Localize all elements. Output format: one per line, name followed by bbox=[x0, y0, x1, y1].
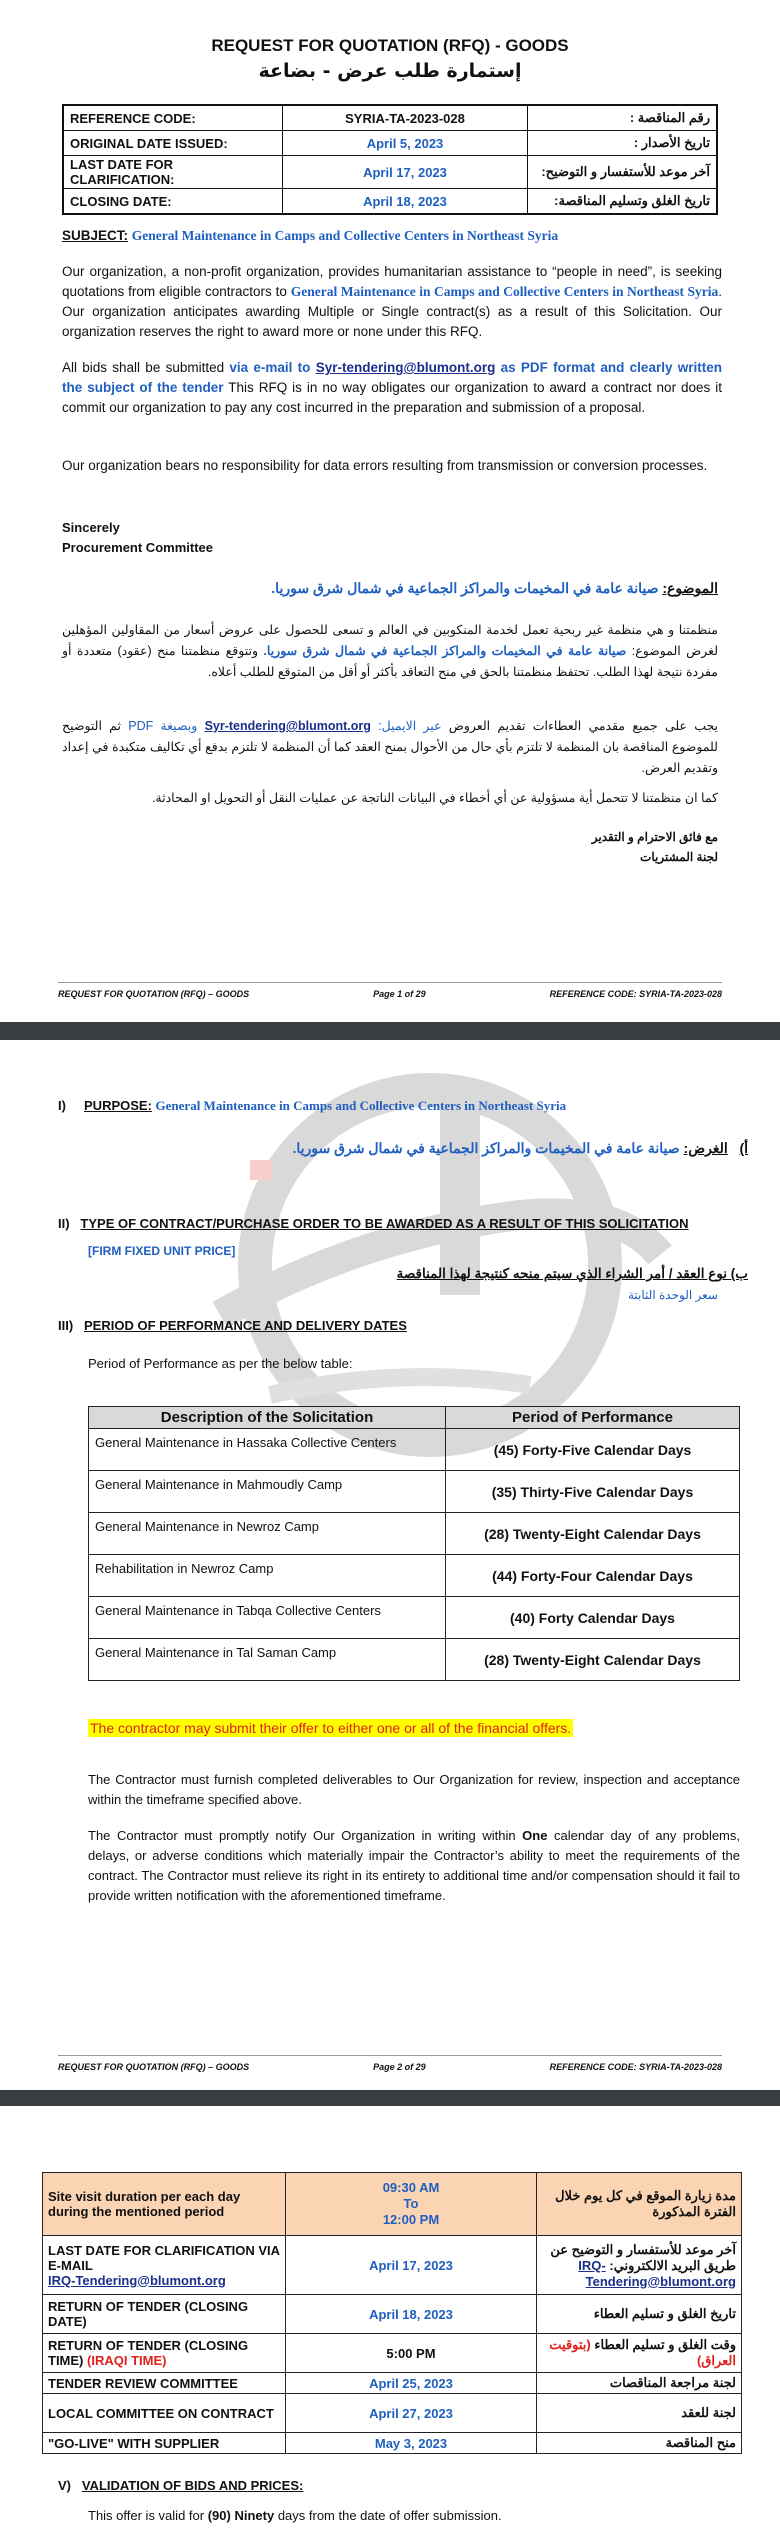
clarification-date: April 17, 2023 bbox=[286, 2236, 537, 2295]
procurement-committee: Procurement Committee bbox=[62, 540, 213, 555]
site-visit-label-ar: مدة زيارة الموقع في كل يوم خلال الفترة المذكورة bbox=[537, 2173, 742, 2236]
row-period: (28) Twenty-Eight Calendar Days bbox=[446, 1639, 740, 1681]
table-row bbox=[89, 1429, 740, 1471]
rfq-info-table bbox=[62, 104, 718, 215]
schedule-row-local-committee bbox=[43, 2394, 742, 2433]
purpose-number: I) bbox=[58, 1098, 66, 1113]
ar-subject-line bbox=[62, 580, 718, 597]
intro-text: Our organization, a non-profit organization, provides humanitarian assistance to “people in need”, is seeking quotations from eligible contractors to bbox=[62, 264, 722, 299]
closing-date-value: April 18, 2023 bbox=[286, 2295, 537, 2334]
submission-paragraph bbox=[62, 358, 722, 418]
table-row bbox=[89, 1597, 740, 1639]
submission-via: via e-mail to bbox=[229, 360, 311, 375]
ar-subject-value: صيانة عامة في المخيمات والمراكز الجماعية في شمال شرق سوريا. bbox=[271, 580, 659, 596]
info-row bbox=[63, 105, 717, 131]
table-row bbox=[89, 1471, 740, 1513]
info-row bbox=[63, 156, 717, 189]
info-row bbox=[63, 131, 717, 156]
notification-tail: calendar day of any problems, delays, or adverse conditions which materially impair the Contractor’s ability to meet the requirements of the contract. The Contractor must relieve its right in its entirety to additional time and/or compensation should it fail to provide written notification with the aforementioned timeframe. bbox=[88, 1828, 740, 1903]
table-row bbox=[89, 1639, 740, 1681]
closing-date-label-ar: تاريخ الغلق و تسليم العطاء bbox=[537, 2295, 742, 2334]
contract-type-line bbox=[58, 1216, 728, 1231]
closing-time-value: 5:00 PM bbox=[286, 2334, 537, 2373]
intro-text-tail: . Our organization anticipates awarding Multiple or Single contract(s) as a result of this Solicitation. Our organization reserves the right to award more or none under this RFQ. bbox=[62, 284, 722, 339]
site-visit-time bbox=[286, 2173, 537, 2236]
table-row bbox=[89, 1555, 740, 1597]
closing-date-label: RETURN OF TENDER (CLOSING DATE) bbox=[43, 2295, 286, 2334]
ar-submission-paragraph bbox=[62, 716, 718, 779]
site-visit-label: Site visit duration per each day during the mentioned period bbox=[43, 2173, 286, 2236]
info-label-ar: تاريخ الغلق وتسليم المناقصة: bbox=[528, 189, 718, 215]
clarification-ar-email-link[interactable]: IRQ-Tendering@blumont.org bbox=[578, 2257, 736, 2289]
highlighted-notice bbox=[88, 1720, 573, 1736]
row-description: General Maintenance in Newroz Camp bbox=[89, 1513, 446, 1555]
ar-submission-via: عبر الايميل: bbox=[378, 719, 442, 733]
info-value: April 5, 2023 bbox=[283, 131, 528, 156]
clarification-label-ar bbox=[537, 2236, 742, 2295]
review-label-ar: لجنة مراجعة المناقصات bbox=[537, 2373, 742, 2394]
go-live-date: May 3, 2023 bbox=[286, 2433, 537, 2454]
deliverables-paragraph: The Contractor must furnish completed deliverables to Our Organization for review, inspection and acceptance within the timeframe specified above. bbox=[88, 1772, 740, 1807]
row-description: General Maintenance in Mahmoudly Camp bbox=[89, 1471, 446, 1513]
submission-obligation: This RFQ is in no way obligates our organization to award a contract nor does it commit our organization to pay any cost incurred in the preparation and submission of a proposal. bbox=[62, 380, 722, 415]
ar-purpose-label: الغرض: bbox=[683, 1140, 728, 1156]
validation-text-start: This offer is valid for bbox=[88, 2508, 205, 2523]
submission-email-link[interactable]: Syr-tendering@blumont.org bbox=[315, 360, 496, 375]
schedule-table bbox=[42, 2172, 742, 2454]
subject-label: SUBJECT: bbox=[62, 228, 129, 243]
row-period: (40) Forty Calendar Days bbox=[446, 1597, 740, 1639]
row-period: (45) Forty-Five Calendar Days bbox=[446, 1429, 740, 1471]
ar-committee: لجنة المشتريات bbox=[640, 850, 718, 864]
ar-contract-type-heading: ب) نوع العقد / أمر الشراء الذي سيتم منحه كنتيجة لهذا المناقصة bbox=[396, 1266, 748, 1281]
info-label: CLOSING DATE: bbox=[63, 189, 283, 215]
ar-submission-text: يجب على جميع مقدمي العطاءات تقديم العروض bbox=[448, 719, 719, 733]
submission-text: All bids shall be submitted bbox=[62, 360, 225, 375]
header-description: Description of the Solicitation bbox=[89, 1407, 446, 1429]
subject-line bbox=[62, 228, 722, 244]
performance-table bbox=[88, 1406, 740, 1681]
row-period: (35) Thirty-Five Calendar Days bbox=[446, 1471, 740, 1513]
clarification-label bbox=[43, 2236, 286, 2295]
period-number: III) bbox=[58, 1318, 74, 1333]
local-committee-date: April 27, 2023 bbox=[286, 2394, 537, 2433]
table-row bbox=[89, 1513, 740, 1555]
review-label: TENDER REVIEW COMMITTEE bbox=[43, 2373, 286, 2394]
row-period: (44) Forty-Four Calendar Days bbox=[446, 1555, 740, 1597]
performance-header-row bbox=[89, 1407, 740, 1429]
footer-reference: REFERENCE CODE: SYRIA-TA-2023-028 bbox=[549, 989, 722, 999]
validation-days: (90) Ninety bbox=[207, 2508, 275, 2523]
ar-purpose-line bbox=[58, 1140, 748, 1157]
ar-contract-type-value: سعر الوحدة الثابتة bbox=[628, 1288, 718, 1302]
site-visit-end: 12:00 PM bbox=[382, 2212, 440, 2227]
intro-paragraph bbox=[62, 262, 722, 342]
validation-heading: VALIDATION OF BIDS AND PRICES: bbox=[81, 2478, 304, 2493]
submission-format: as PDF format and clearly written the subject of the tender bbox=[62, 360, 722, 395]
ar-submission-obligation: ثم التوضيح للموضوع المناقصة بان المنظمة لا تلتزم بأي حال من الأحوال بمنح العقد كما أن المنظمة لا تلتزم بدفع أي تكاليف متكبدة في إعداد وتقديم العرض. bbox=[62, 719, 718, 775]
header-period: Period of Performance bbox=[446, 1407, 740, 1429]
row-description: General Maintenance in Tal Saman Camp bbox=[89, 1639, 446, 1681]
closing-time-label bbox=[43, 2334, 286, 2373]
info-label-ar: آخر موعد للأستفسار و التوضيح: bbox=[528, 156, 718, 189]
validation-heading-line bbox=[58, 2478, 303, 2493]
notification-text: The Contractor must promptly notify Our Organization in writing within bbox=[88, 1828, 516, 1843]
info-value: SYRIA-TA-2023-028 bbox=[283, 105, 528, 131]
footer-page-number: Page 2 of 29 bbox=[373, 2062, 426, 2072]
site-visit-to: To bbox=[403, 2196, 419, 2211]
contract-type-value: [FIRM FIXED UNIT PRICE] bbox=[88, 1244, 236, 1258]
notification-days: One bbox=[522, 1828, 548, 1843]
info-row bbox=[63, 189, 717, 215]
go-live-label-ar: منح المناقصة bbox=[537, 2433, 742, 2454]
ar-responsibility-paragraph: كما ان منظمتنا لا تتحمل أية مسؤولية عن أي أخطاء في البيانات الناتجة عن عمليات النقل أو التحويل او المحادثة. bbox=[151, 791, 718, 805]
period-heading-line bbox=[58, 1318, 728, 1333]
info-value: April 17, 2023 bbox=[283, 156, 528, 189]
document-page-1 bbox=[0, 0, 780, 1022]
validation-number: V) bbox=[58, 2478, 71, 2493]
schedule-row-closing-date bbox=[43, 2295, 742, 2334]
period-heading: PERIOD OF PERFORMANCE AND DELIVERY DATES bbox=[84, 1318, 407, 1333]
info-label: REFERENCE CODE: bbox=[63, 105, 283, 131]
clarification-ar-text: آخر موعد للأستفسار و التوضيح عن طريق البريد الالكتروني: bbox=[550, 2241, 736, 2273]
page-footer bbox=[58, 982, 722, 999]
intro-subject: General Maintenance in Camps and Collective Centers in Northeast Syria bbox=[290, 284, 719, 299]
purpose-value: General Maintenance in Camps and Collective Centers in Northeast Syria bbox=[155, 1098, 567, 1113]
row-description: General Maintenance in Tabqa Collective Centers bbox=[89, 1597, 446, 1639]
schedule-row-site-visit bbox=[43, 2173, 742, 2236]
page-title-en: REQUEST FOR QUOTATION (RFQ) - GOODS bbox=[211, 36, 569, 55]
closing-time-ar-zone: (بتوقيت العراق) bbox=[549, 2337, 736, 2368]
row-description: Rehabilitation in Newroz Camp bbox=[89, 1555, 446, 1597]
ar-intro-tail: وتتوقع منظمتنا منح (عقود) متعددة أو مفردة نتيجة لهذا الطلب. تحتفظ منظمتنا بالحق في منح التعاقد بأكثر أو أقل من المتوقع للطلب أعلاه. bbox=[62, 644, 718, 679]
go-live-label: "GO-LIVE" WITH SUPPLIER bbox=[43, 2433, 286, 2454]
info-value: April 18, 2023 bbox=[283, 189, 528, 215]
closing-time-label-ar bbox=[537, 2334, 742, 2373]
purpose-line bbox=[58, 1098, 728, 1114]
ar-purpose-value: صيانة عامة في المخيمات والمراكز الجماعية في شمال شرق سوريا. bbox=[292, 1140, 680, 1156]
contract-type-heading: TYPE OF CONTRACT/PURCHASE ORDER TO BE AWARDED AS A RESULT OF THIS SOLICITATION bbox=[80, 1216, 689, 1231]
footer-page-number: Page 1 of 29 bbox=[373, 989, 426, 999]
ar-purpose-number: أ) bbox=[739, 1140, 748, 1156]
closing-time-text: RETURN OF TENDER (CLOSING TIME) bbox=[48, 2338, 249, 2368]
responsibility-paragraph: Our organization bears no responsibility for data errors resulting from transmission or conversion processes. bbox=[62, 458, 708, 473]
sincerely: Sincerely bbox=[62, 520, 120, 535]
info-label-ar: تاريخ الأصدار : bbox=[528, 131, 718, 156]
ar-submission-email-link[interactable]: Syr-tendering@blumont.org bbox=[204, 719, 371, 733]
subject-value: General Maintenance in Camps and Collective Centers in Northeast Syria bbox=[131, 228, 559, 243]
page-separator bbox=[0, 2090, 780, 2106]
ar-intro-paragraph bbox=[62, 620, 718, 683]
ar-intro-text: منظمتنا و هي منظمة غير ربحية تعمل لخدمة المنكوبين في العالم و تسعى للحصول على عروض أسعار من المقاولين المؤهلين لغرض الموضوع: bbox=[62, 623, 719, 658]
highlight-text: The contractor may submit their offer to either one or all of the financial offers. bbox=[90, 1720, 572, 1736]
local-committee-label: LOCAL COMMITTEE ON CONTRACT bbox=[43, 2394, 286, 2433]
notification-paragraph bbox=[88, 1826, 740, 1906]
info-label: ORIGINAL DATE ISSUED: bbox=[63, 131, 283, 156]
ar-submission-format: وبصيغة PDF bbox=[128, 719, 198, 733]
info-label-ar: رقم المناقصة : bbox=[528, 105, 718, 131]
page-footer bbox=[58, 2055, 722, 2072]
clarification-text: LAST DATE FOR CLARIFICATION VIA E-MAIL bbox=[48, 2242, 280, 2273]
page-title-ar: إستمارة طلب عرض - بضاعة bbox=[258, 60, 522, 82]
contract-type-number: II) bbox=[58, 1216, 70, 1231]
period-intro: Period of Performance as per the below table: bbox=[88, 1356, 353, 1371]
closing-time-zone: (IRAQI TIME) bbox=[87, 2353, 167, 2368]
page-separator bbox=[0, 1022, 780, 1040]
purpose-label: PURPOSE: bbox=[84, 1098, 152, 1113]
closing-time-ar-text: وقت الغلق و تسليم العطاء bbox=[594, 2337, 736, 2352]
ar-intro-subject: صيانة عامة في المخيمات والمراكز الجماعية في شمال شرق سوريا. bbox=[263, 644, 627, 658]
clarification-email-link[interactable]: IRQ-Tendering@blumont.org bbox=[48, 2272, 226, 2288]
row-period: (28) Twenty-Eight Calendar Days bbox=[446, 1513, 740, 1555]
schedule-row-review bbox=[43, 2373, 742, 2394]
schedule-row-clarification bbox=[43, 2236, 742, 2295]
footer-doc-title: REQUEST FOR QUOTATION (RFQ) – GOODS bbox=[58, 989, 250, 999]
validation-text bbox=[88, 2508, 502, 2523]
validation-text-end: days from the date of offer submission. bbox=[277, 2508, 502, 2523]
info-label: LAST DATE FOR CLARIFICATION: bbox=[63, 156, 283, 189]
footer-doc-title: REQUEST FOR QUOTATION (RFQ) – GOODS bbox=[58, 2062, 250, 2072]
site-visit-start: 09:30 AM bbox=[382, 2180, 440, 2195]
schedule-row-closing-time bbox=[43, 2334, 742, 2373]
schedule-row-go-live bbox=[43, 2433, 742, 2454]
footer-reference: REFERENCE CODE: SYRIA-TA-2023-028 bbox=[549, 2062, 722, 2072]
ar-regards: مع فائق الاحترام و التقدير bbox=[591, 830, 718, 844]
local-committee-label-ar: لجنة للعقد bbox=[537, 2394, 742, 2433]
row-description: General Maintenance in Hassaka Collective Centers bbox=[89, 1429, 446, 1471]
review-date: April 25, 2023 bbox=[286, 2373, 537, 2394]
ar-subject-label: الموضوع: bbox=[662, 580, 718, 596]
